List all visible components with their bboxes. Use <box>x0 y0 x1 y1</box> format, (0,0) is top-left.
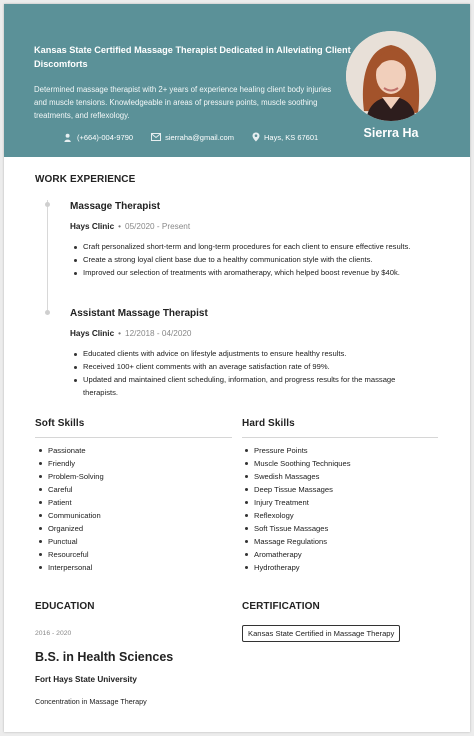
work-experience-title: WORK EXPERIENCE <box>35 174 136 185</box>
job-bullet: Received 100+ client comments with an average satisfaction rate of 99%. <box>72 361 432 374</box>
education-title: EDUCATION <box>35 601 95 612</box>
job-dates: 12/2018 - 04/2020 <box>125 329 192 338</box>
job-bullet: Improved our selection of treatments with aromatherapy, which helped boost revenue by $40k. <box>72 267 432 280</box>
soft-skill-item: Interpersonal <box>38 561 104 574</box>
soft-skill-item: Organized <box>38 522 104 535</box>
job-bullet: Create a strong loyal client base due to a healthy communication style with the clients. <box>72 254 432 267</box>
soft-skill-item: Resourceful <box>38 548 104 561</box>
hard-skills-list <box>244 444 351 574</box>
school-name: Fort Hays State University <box>35 675 137 684</box>
candidate-name: Sierra Ha <box>363 126 419 140</box>
resume-header <box>4 4 470 157</box>
hard-skill-item: Hydrotherapy <box>244 561 351 574</box>
soft-skills-divider <box>35 437 232 438</box>
certification-title: CERTIFICATION <box>242 601 320 612</box>
location-pin-icon <box>252 132 260 142</box>
contact-list <box>64 132 336 142</box>
education-dates: 2016 - 2020 <box>35 630 72 637</box>
soft-skill-item: Friendly <box>38 457 104 470</box>
hard-skill-item: Swedish Massages <box>244 470 351 483</box>
job-title: Assistant Massage Therapist <box>70 308 208 319</box>
timeline-dot <box>45 202 50 207</box>
resume-page <box>4 4 470 732</box>
job-title: Massage Therapist <box>70 201 161 212</box>
degree-title: B.S. in Health Sciences <box>35 650 174 664</box>
job-bullets <box>72 241 432 280</box>
timeline-line <box>47 200 48 310</box>
hard-skill-item: Injury Treatment <box>244 496 351 509</box>
soft-skill-item: Punctual <box>38 535 104 548</box>
hard-skills-divider <box>242 437 438 438</box>
email-text: sierraha@gmail.com <box>165 132 234 142</box>
headline: Kansas State Certified Massage Therapist Dedicated in Alleviating Client Discomforts <box>34 45 351 69</box>
contact-location[interactable] <box>252 132 318 142</box>
job-dates: 05/2020 - Present <box>125 222 191 231</box>
soft-skills-title: Soft Skills <box>35 418 85 429</box>
contact-phone[interactable] <box>64 133 133 142</box>
person-phone-icon <box>64 133 73 142</box>
contact-email[interactable] <box>151 133 234 142</box>
separator-dot: • <box>118 222 122 231</box>
soft-skill-item: Careful <box>38 483 104 496</box>
employer-name: Hays Clinic <box>70 329 115 338</box>
hard-skill-item: Pressure Points <box>244 444 351 457</box>
hard-skill-item: Reflexology <box>244 509 351 522</box>
location-text: Hays, KS 67601 <box>263 132 319 142</box>
employer-name: Hays Clinic <box>70 222 115 231</box>
hard-skill-item: Massage Regulations <box>244 535 351 548</box>
job-bullet: Craft personalized short-term and long-term procedures for each client to ensure effective results. <box>72 241 432 254</box>
job-bullets <box>72 348 432 400</box>
job-employer-line <box>70 329 191 338</box>
hard-skills-title: Hard Skills <box>242 418 295 429</box>
soft-skill-item: Problem-Solving <box>38 470 104 483</box>
hard-skill-item: Aromatherapy <box>244 548 351 561</box>
job-bullet: Updated and maintained client scheduling, information, and progress results for the massage therapists. <box>72 374 432 399</box>
job-bullet: Educated clients with advice on lifestyle adjustments to ensure healthy results. <box>72 348 432 361</box>
soft-skill-item: Communication <box>38 509 104 522</box>
hard-skill-item: Soft Tissue Massages <box>244 522 351 535</box>
job-employer-line <box>70 222 190 231</box>
hard-skill-item: Muscle Soothing Techniques <box>244 457 351 470</box>
hard-skill-item: Deep Tissue Massages <box>244 483 351 496</box>
soft-skill-item: Patient <box>38 496 104 509</box>
phone-text: (+664)-004-9790 <box>77 132 134 142</box>
envelope-icon <box>151 133 161 141</box>
separator-dot: • <box>118 329 122 338</box>
soft-skills-list <box>38 444 104 574</box>
portrait-image <box>346 31 436 121</box>
soft-skill-item: Passionate <box>38 444 104 457</box>
certification-tag: Kansas State Certified in Massage Therapy <box>242 625 400 642</box>
timeline-dot <box>45 310 50 315</box>
profile-photo <box>346 31 436 121</box>
education-concentration: Concentration in Massage Therapy <box>35 697 147 706</box>
profile-summary: Determined massage therapist with 2+ years of experience healing client body injuries and muscle tensions. Knowledgeable in areas of pressure points, muscle soothing treatments, and reflexology. <box>34 85 332 120</box>
